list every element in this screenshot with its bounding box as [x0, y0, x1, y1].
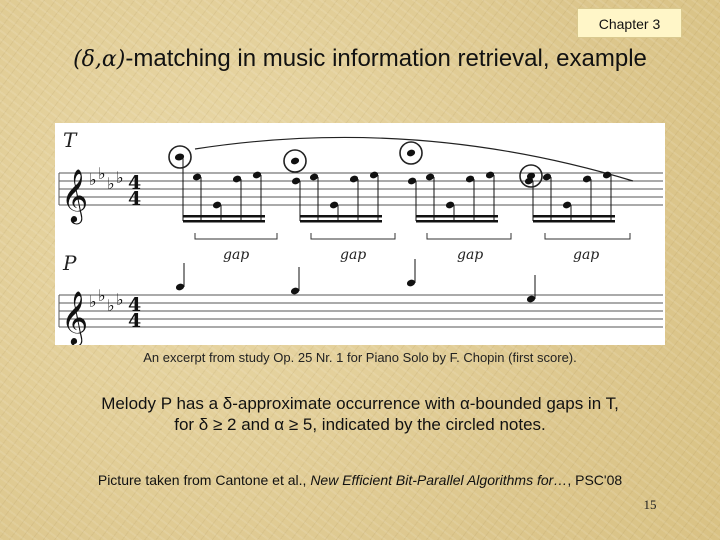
- beam: [416, 215, 498, 218]
- flat-icon: ♭: [116, 290, 124, 309]
- note-head: [290, 157, 300, 166]
- gap-brackets: [195, 233, 630, 263]
- flat-icon: ♭: [98, 164, 106, 183]
- text-staff: [59, 173, 663, 205]
- flat-icon: ♭: [107, 174, 115, 193]
- source-suffix: , PSC'08: [567, 472, 623, 488]
- score-svg: [55, 123, 665, 345]
- time-signature-bottom-number: 4: [128, 310, 142, 332]
- pattern-notes: [175, 259, 536, 303]
- chapter-tag: Chapter 3: [577, 8, 682, 38]
- beam: [416, 220, 498, 223]
- treble-clef-icon: 𝄞: [61, 290, 89, 344]
- time-signature-top-number: 4: [128, 172, 142, 194]
- title-symbols: (δ,α): [73, 47, 126, 72]
- treble-clef-icon: 𝄞: [61, 168, 89, 222]
- flat-icon: ♭: [89, 170, 97, 189]
- flat-icon: ♭: [107, 296, 115, 315]
- flat-icon: ♭: [89, 292, 97, 311]
- gap-label: gap: [573, 247, 600, 263]
- description-line: Melody P has a δ-approximate occurrence with α-bounded gaps in T,: [101, 394, 619, 413]
- pattern-staff: [59, 295, 663, 327]
- page-number: 15: [643, 497, 657, 512]
- description-line: for δ ≥ 2 and α ≥ 5, indicated by the circled notes.: [174, 415, 546, 434]
- beam: [183, 215, 265, 218]
- time-signature-bottom-number: 4: [128, 188, 142, 210]
- time-signature-top-number: 4: [128, 294, 142, 316]
- text-staff-label: T: [63, 128, 77, 152]
- gap-label: gap: [457, 247, 484, 263]
- source-prefix: Picture taken from Cantone et al.,: [97, 472, 311, 488]
- source-citation: [40, 472, 680, 488]
- beam: [533, 215, 615, 218]
- slide-title: [40, 44, 680, 75]
- gap-label: gap: [223, 247, 250, 263]
- beam: [300, 220, 382, 223]
- gap-label: gap: [340, 247, 367, 263]
- beam: [183, 220, 265, 223]
- pattern-staff-label: P: [63, 251, 77, 275]
- beam: [533, 220, 615, 223]
- beam: [300, 215, 382, 218]
- figure-caption: An excerpt from study Op. 25 Nr. 1 for Piano Solo by F. Chopin (first score).: [143, 350, 577, 365]
- flat-icon: ♭: [116, 168, 124, 187]
- note-head: [406, 149, 416, 158]
- description-text: [40, 393, 680, 435]
- text-notes: [169, 142, 615, 223]
- flat-icon: ♭: [98, 286, 106, 305]
- source-title: New Efficient Bit-Parallel Algorithms for…: [310, 472, 568, 488]
- music-score-figure: [55, 123, 665, 345]
- title-text: -matching in music information retrieval, example: [125, 45, 647, 72]
- note-head: [175, 153, 185, 162]
